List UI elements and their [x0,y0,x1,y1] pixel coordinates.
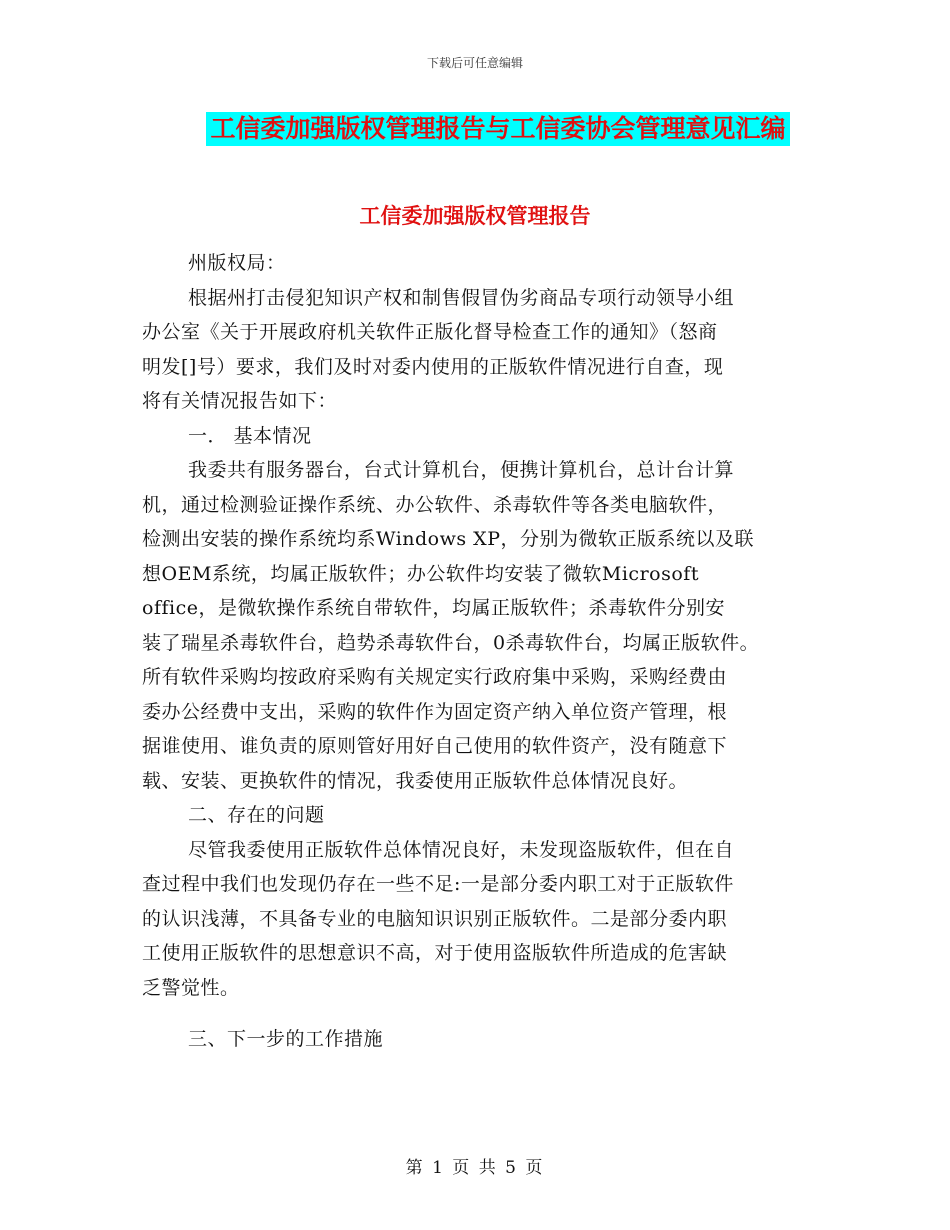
body-line: 工使用正版软件的思想意识不高，对于使用盗版软件所造成的危害缺 [142,942,728,964]
document-title-wrapper [0,112,950,146]
paragraph-gap [142,1005,822,1022]
body-line: 委办公经费中支出，采购的软件作为固定资产纳入单位资产管理，根 [142,700,728,723]
body-line: 我委共有服务器台，台式计算机台，便携计算机台，总计台计算 [188,459,735,481]
body-lines [142,281,822,1057]
section-title: 工信委加强版权管理报告 [359,204,591,228]
body-line: 机，通过检测验证操作系统、办公软件、杀毒软件等各类电脑软件， [142,493,728,516]
salutation: 州版权局： [188,252,286,274]
body-line: 二、存在的问题 [188,804,325,826]
body-line: 检测出安装的操作系统均系Windows XP，分别为微软正版系统以及联 [142,528,754,550]
body-line: 根据州打击侵犯知识产权和制售假冒伪劣商品专项行动领导小组 [188,286,735,309]
body-line: 三、下一步的工作措施 [188,1028,384,1050]
body-line: office，是微软操作系统自带软件，均属正版软件；杀毒软件分别安 [142,597,725,619]
body-line: 载、安装、更换软件的情况，我委使用正版软件总体情况良好。 [142,769,689,792]
body-line: 尽管我委使用正版软件总体情况良好，未发现盗版软件，但在自 [188,838,735,861]
document-title: 工信委加强版权管理报告与工信委协会管理意见汇编 [206,112,789,146]
body-line: 将有关情况报告如下： [142,390,338,412]
body-line: 查过程中我们也发现仍存在一些不足:一是部分委内职工对于正版软件 [142,873,734,895]
body-line: 装了瑞星杀毒软件台，趋势杀毒软件台，0杀毒软件台，均属正版软件。 [142,631,760,654]
body-line: 所有软件采购均按政府采购有关规定实行政府集中采购，采购经费由 [142,666,728,688]
body-line: 明发[]号）要求，我们及时对委内使用的正版软件情况进行自查，现 [142,355,724,378]
body-line: 一． 基本情况 [188,424,312,447]
body-line: 的认识浅薄，不具备专业的电脑知识识别正版软件。二是部分委内职 [142,907,728,930]
document-body [142,246,822,1057]
header-note: 下载后可任意编辑 [426,56,523,70]
body-line: 乏警觉性。 [142,976,240,999]
page-number: 第 1 页 共 5 页 [405,1158,545,1178]
body-line: 想OEM系统，均属正版软件；办公软件均安装了微软Microsoft [142,562,699,585]
body-line: 据谁使用、谁负责的原则管好用好自己使用的软件资产，没有随意下 [142,735,728,757]
body-line: 办公室《关于开展政府机关软件正版化督导检查工作的通知》（怒商 [142,321,718,343]
